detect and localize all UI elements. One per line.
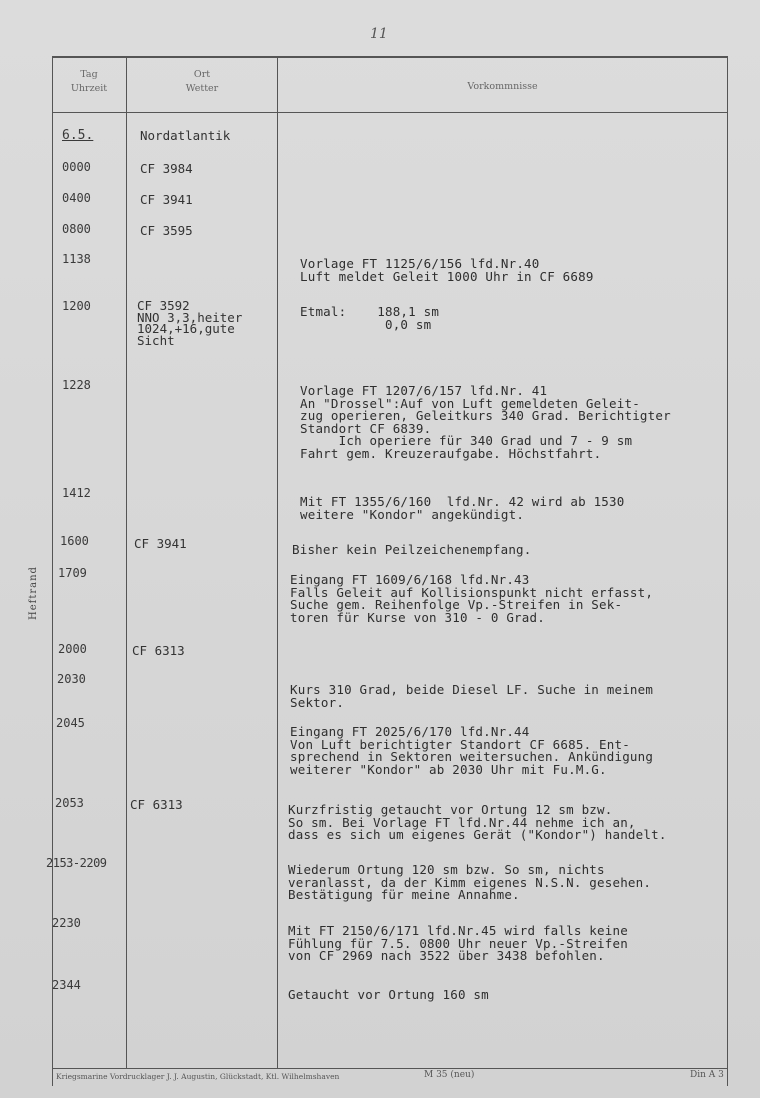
header-date-time (56, 68, 122, 96)
row-place: CF 3592 NNO 3,3,heiter 1024,+16,gute Sicht (137, 298, 243, 348)
header-separator (52, 112, 728, 113)
column-divider (277, 56, 278, 1068)
row-place: CF 3941 (140, 192, 193, 207)
row-time: 2230 (52, 916, 81, 930)
row-place: CF 3941 (134, 536, 187, 551)
header-uhrzeit: Uhrzeit (70, 83, 108, 94)
row-place: CF 3984 (140, 161, 193, 176)
row-time: 1709 (58, 566, 87, 580)
row-time: 1200 (62, 299, 91, 313)
row-time: 2344 (52, 978, 81, 992)
row-event-text: Getaucht vor Ortung 160 sm (288, 987, 489, 1002)
row-place: Nordatlantik (140, 128, 231, 143)
header-ort: Ort (193, 69, 211, 80)
row-event-text: Vorlage FT 1207/6/157 lfd.Nr. 41 An "Drossel":Auf von Luft gemeldeten Geleit- zug operieren, Geleitkurs 340 Grad. Berichtigter Standort CF 6839. Ich operiere für 340 Grad und 7 - 9 sm Fahrt gem. Kreuzeraufgabe. Höchstfahrt. (300, 383, 671, 461)
row-time: 2030 (57, 672, 86, 686)
column-divider (52, 56, 53, 1086)
header-wetter: Wetter (185, 83, 219, 94)
row-time: 1412 (62, 486, 91, 500)
row-event-text: Etmal: 188,1 sm 0,0 sm (300, 304, 440, 332)
row-time: 2000 (58, 642, 87, 656)
row-event-text: Eingang FT 2025/6/170 lfd.Nr.44 Von Luft berichtigter Standort CF 6685. Ent- sprechend in Sektoren weitersuchen. Ankündigung weiterer "Kondor" ab 2030 Uhr mit Fu.M.G. (290, 724, 654, 777)
footer-form-number: M 35 (neu) (424, 1070, 475, 1080)
row-event-text: Kurs 310 Grad, beide Diesel LF. Suche in meinem Sektor. (290, 682, 654, 710)
row-time: 2045 (56, 716, 85, 730)
row-event-text: Eingang FT 1609/6/168 lfd.Nr.43 Falls Geleit auf Kollisionspunkt nicht erfasst, Suche gem. Reihenfolge Vp.-Streifen in Sek- toren für Kurse von 310 - 0 Grad. (290, 572, 654, 625)
header-tag: Tag (80, 69, 98, 80)
row-time: 1600 (60, 534, 89, 548)
row-event-text: Mit FT 2150/6/171 lfd.Nr.45 wird falls keine Fühlung für 7.5. 0800 Uhr neuer Vp.-Streifen von CF 2969 nach 3522 über 3438 befohlen. (288, 923, 628, 963)
footer-paper-size: Din A 3 (690, 1070, 724, 1080)
column-divider (126, 56, 127, 1068)
row-time: 0800 (62, 222, 91, 236)
page-number: 11 (370, 26, 388, 42)
row-time: 2053 (55, 796, 84, 810)
row-event-text: Wiederum Ortung 120 sm bzw. So sm, nichts veranlasst, da der Kimm eigenes N.S.N. gesehen. Bestätigung für meine Annahme. (288, 862, 652, 902)
column-divider (727, 56, 728, 1086)
header-place-weather (130, 68, 274, 96)
row-time: 0400 (62, 191, 91, 205)
row-event-text: Mit FT 1355/6/160 lfd.Nr. 42 wird ab 1530 weitere "Kondor" angekündigt. (300, 494, 625, 522)
row-time: 0000 (62, 160, 91, 174)
row-time: 1228 (62, 378, 91, 392)
row-place: CF 3595 (140, 223, 193, 238)
row-event-text: Vorlage FT 1125/6/156 lfd.Nr.40 Luft meldet Geleit 1000 Uhr in CF 6689 (300, 256, 594, 284)
row-event-text: Kurzfristig getaucht vor Ortung 12 sm bzw. So sm. Bei Vorlage FT lfd.Nr.44 nehme ich an, dass es sich um eigenes Gerät ("Kondor") handelt. (288, 802, 667, 842)
header-events: Vorkommnisse (467, 81, 538, 92)
row-place: CF 6313 (130, 797, 183, 812)
row-place: CF 6313 (132, 643, 185, 658)
row-time: 6.5. (62, 128, 94, 143)
row-time: 1138 (62, 252, 91, 266)
footer-separator (52, 1068, 728, 1069)
row-event-text: Bisher kein Peilzeichenempfang. (292, 542, 532, 557)
margin-label: Heftrand (28, 566, 39, 620)
footer-printer: Kriegsmarine Vordrucklager J. J. Augustin, Glückstadt, Ktl. Wilhelmshaven (56, 1072, 340, 1081)
row-time: 2153-2209 (46, 856, 107, 870)
